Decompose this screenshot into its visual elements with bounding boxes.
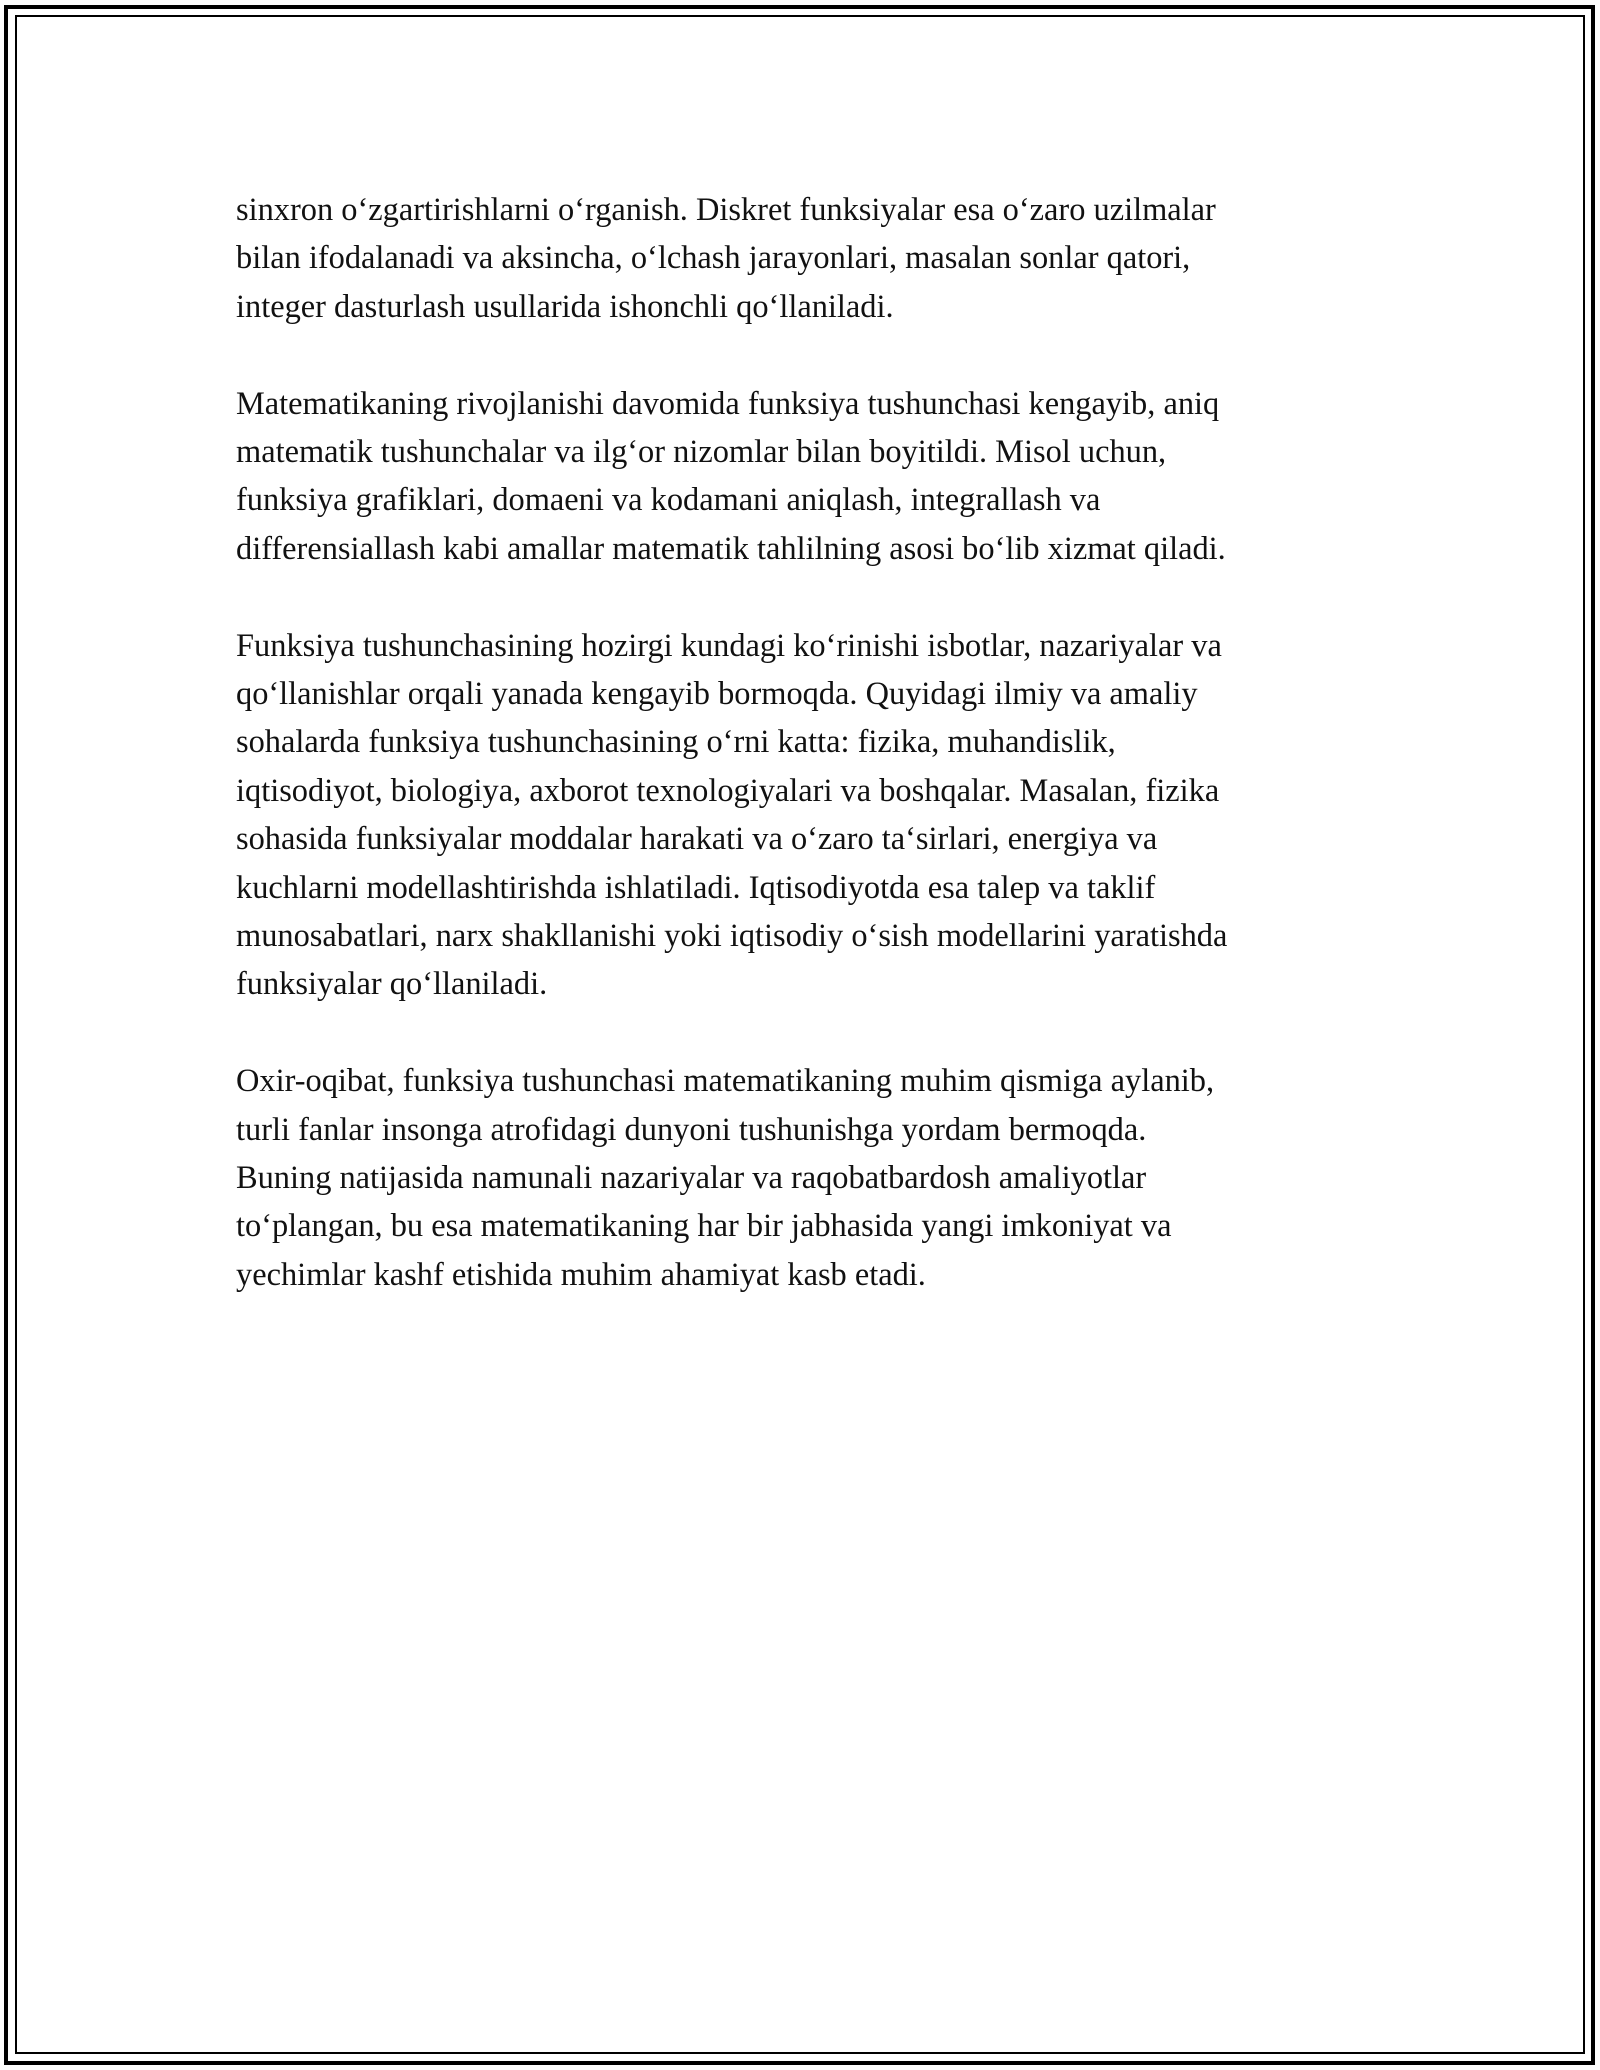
document-body: [236, 186, 1376, 1348]
paragraph-2: Matematikaning rivojlanishi davomida funksiya tushunchasi kengayib, aniq matematik tushunchalar va ilg‘or nizomlar bilan boyitildi. Misol uchun, funksiya grafiklari, domaeni va kodamani aniqlash, integrallash va differensiallash kabi amallar matematik tahlilning asosi bo‘lib xizmat qiladi.: [236, 385, 1226, 567]
paragraph-4: Oxir-oqibat, funksiya tushunchasi matematikaning muhim qismiga aylanib, turli fanlar insonga atrofidagi dunyoni tushunishga yordam bermoqda. Buning natijasida namunali nazariyalar va raqobatbardosh amaliyotlar to‘plangan, bu esa matematikaning har bir jabhasida yangi imkoniyat va yechimlar kashf etishida muhim ahamiyat kasb etadi.: [236, 1063, 1215, 1293]
paragraph-1: sinxron o‘zgartirishlarni o‘rganish. Diskret funksiyalar esa o‘zaro uzilmalar bilan ifodalanadi va aksincha, o‘lchash jarayonlari, masalan sonlar qatori, integer dasturlash usullarida ishonchli qo‘llaniladi.: [236, 192, 1216, 325]
paragraph-3: Funksiya tushunchasining hozirgi kundagi ko‘rinishi isbotlar, nazariyalar va qo‘llanishlar orqali yanada kengayib bormoqda. Quyidagi ilmiy va amaliy sohalarda funksiya tushunchasining o‘rni katta: fizika, muhandislik, iqtisodiyot, biologiya, axborot texnologiyalari va boshqalar. Masalan, fizika sohasida funksiyalar moddalar harakati va o‘zaro ta‘sirlari, energiya va kuchlarni modellashtirishda ishlatiladi. Iqtisodiyotda esa talep va taklif munosabatlari, narx shakllanishi yoki iqtisodiy o‘sish modellarini yaratishda funksiyalar qo‘llaniladi.: [236, 627, 1228, 1003]
